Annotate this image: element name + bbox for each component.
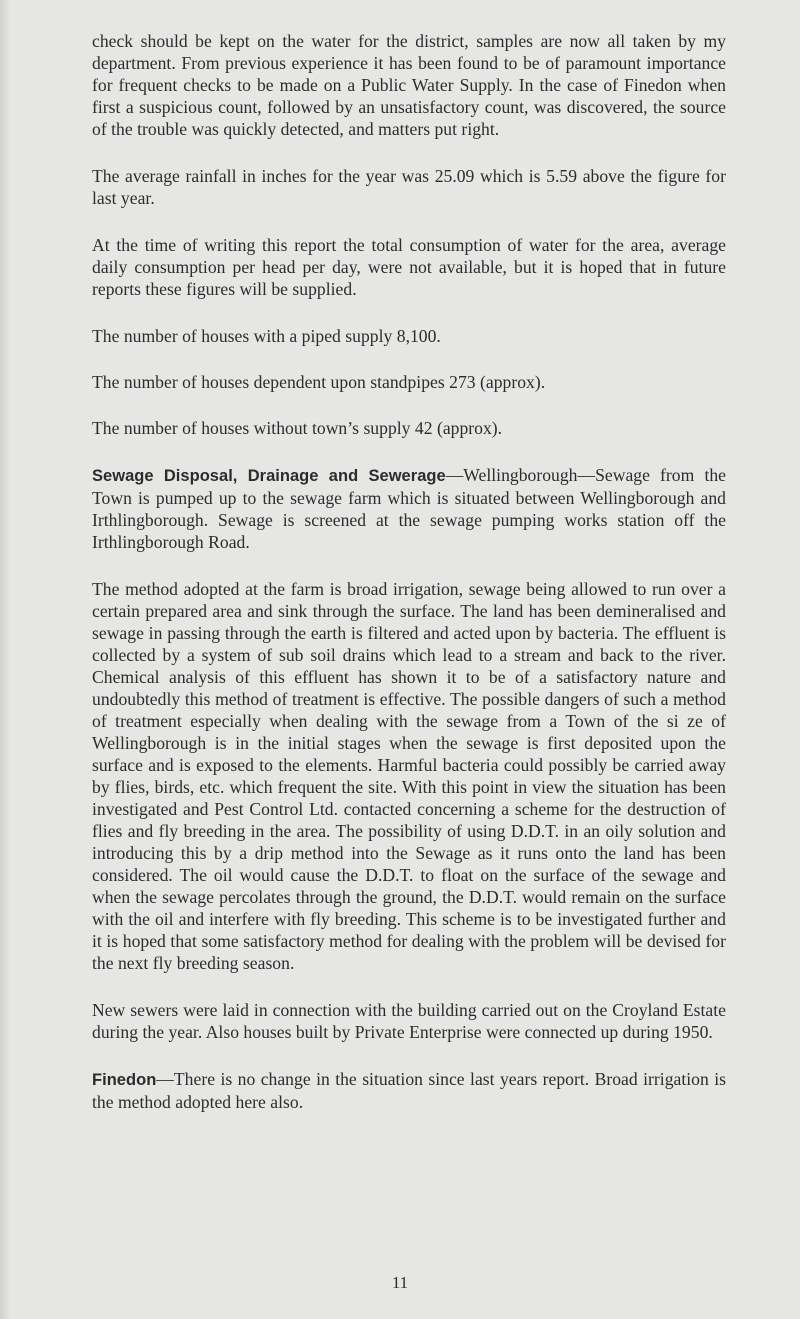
paragraph-broad-irrigation: The method adopted at the farm is broad irrigation, sewage being allowed to run over a certain prepared area and sink through the surface. The land has been demineralised and sewage in passing through the earth is filtered and acted upon by bacteria. The effluent is collected by a system of sub soil drains which lead to a stream and back to the river. Chemical analysis of this effluent has shown it to be of a satisfactory nature and undoubtedly this method of treatment is effective. The possible dangers of such a method of treatment especially when dealing with the sewage from a Town of the si ze of Wellingborough is in the initial stages when the sewage is first deposited upon the surface and is exposed to the elements. Harmful bacteria could possibly be carried away by flies, birds, etc. which frequent the site. With this point in view the situation has been investigated and Pest Control Ltd. contacted concerning a scheme for the destruction of flies and fly breeding in the area. The possibility of using D.D.T. in an oily solution and introducing this by a drip method into the Sewage as it runs onto the land has been considered. The oil would cause the D.D.T. to float on the surface of the sewage and when the sewage percolates through the ground, the D.D.T. would remain on the surface with the oil and interfere with fly breeding. This scheme is to be investigated further and it is hoped that some satisfactory method for dealing with the problem will be devised for the next fly breeding season. [92, 579, 726, 973]
paragraph-rainfall: The average rainfall in inches for the year was 25.09 which is 5.59 above the figure for last year. [92, 166, 726, 208]
paragraph-piped-supply: The number of houses with a piped supply 8,100. [92, 326, 441, 346]
finedon-text: —There is no change in the situation since last years report. Broad irrigation is the method adopted here also. [92, 1069, 726, 1112]
paragraph-finedon [92, 1068, 726, 1113]
page-number: 11 [391, 1273, 409, 1292]
finedon-heading: Finedon [92, 1071, 157, 1089]
paragraph-without-supply: The number of houses without town’s supply 42 (approx). [92, 418, 503, 438]
paragraph-water-checks: check should be kept on the water for the district, samples are now all taken by my department. From previous experience it has been found to be of paramount importance for frequent checks to be made on a Public Water Supply. In the case of Finedon when first a suspicious count, followed by an unsatisfactory count, was discovered, the source of the trouble was quickly detected, and matters put right. [92, 31, 726, 139]
sewage-heading: Sewage Disposal, Drainage and Sewerage [92, 467, 446, 485]
paragraph-consumption: At the time of writing this report the total consumption of water for the area, average daily consumption per head per day, were not available, but it is hoped that in future reports these figures will be supplied. [92, 235, 726, 299]
paragraph-new-sewers: New sewers were laid in connection with the building carried out on the Croyland Estate during the year. Also houses built by Private Enterprise were connected up during 1950. [92, 1000, 726, 1042]
paragraph-sewage-disposal [92, 464, 726, 553]
paragraph-standpipes: The number of houses dependent upon standpipes 273 (approx). [92, 372, 546, 392]
sewage-text: —Wellingborough—Sewage from the Town is pumped up to the sewage farm which is situated between Wellingborough and Irthlingborough. Sewage is screened at the sewage pumping works station off the Irthlingborough Road. [92, 465, 726, 552]
